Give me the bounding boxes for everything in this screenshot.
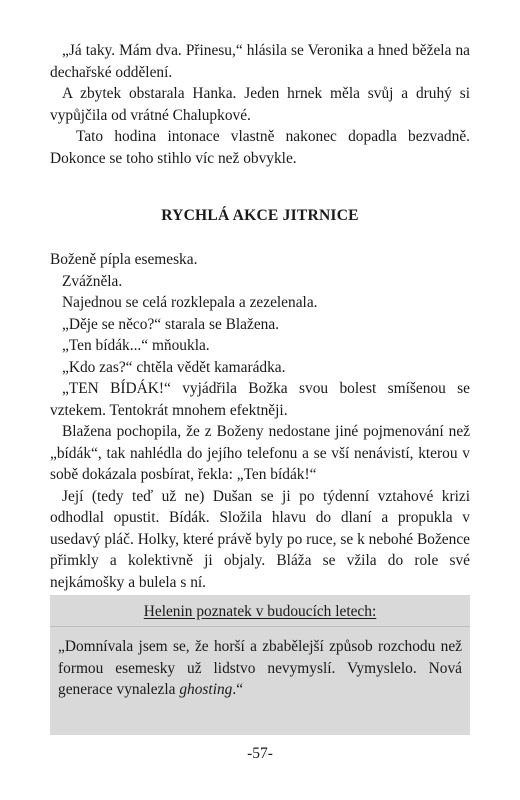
intro-section [50,40,470,169]
paragraph: Tato hodina intonace vlastně nakonec dopadla bezvadně. Dokonce se toho stihlo víc než obvykle. [50,128,470,167]
paragraph: „Já taky. Mám dva. Přinesu,“ hlásila se Veronika a hned běžela na dechařské oddělení. [50,42,470,81]
chapter-title: RYCHLÁ AKCE JITRNICE [161,207,359,224]
paragraph: „TEN BÍDÁK!“ vyjádřila Božka svou bolest smíšenou se vztekem. Tentokrát mnohem efektněji. [50,380,470,419]
note-box [50,595,470,735]
chapter-heading-wrap [50,207,470,225]
paragraph: Její (tedy teď už ne) Dušan se ji po týdenní vztahové krizi odhodlal opustit. Bídák. Složila hlavu do dlaní a propukla v usedavý pláč. Holky, které právě byly po ruce, se k nebohé Božence přimkly a kolektivně ji objaly. Bláža se vžila do role své nejkámošky a bulela s ní. [50,487,470,591]
note-text [58,636,462,701]
note-text-start: „Domnívala jsem se, že horší a zbabělejší způsob rozchodu než formou esemesky už lidstvo nevymyslí. Vymyslelo. Nová generace vynalezla [58,638,462,698]
paragraph: Zvážněla. [62,272,123,290]
note-text-emphasis: ghosting [179,681,233,698]
paragraph: Boženě pípla esemeska. [50,251,198,268]
note-text-end: .“ [232,681,244,698]
paragraph: A zbytek obstarala Hanka. Jeden hrnek měla svůj a druhý si vypůjčila od vrátné Chalupkové. [50,85,470,124]
paragraph: „Kdo zas?“ chtěla vědět kamarádka. [62,358,286,376]
page-number: -57- [247,745,273,762]
story-section [50,249,470,593]
paragraph: „Ten bídák...“ mňoukla. [62,337,210,354]
note-divider [50,626,470,627]
paragraph: „Děje se něco?“ starala se Blažena. [62,315,280,333]
paragraph: Najednou se celá rozklepala a zezelenala. [62,294,318,311]
paragraph: Blažena pochopila, že z Boženy nedostane jiné pojmenování než „bídák“, tak nahlédla do jejího telefonu a se vší nenávistí, kterou v sobě dokázala posbírat, řekla: „Ten bídák!“ [50,423,470,483]
note-title: Helenin poznatek v budoucích letech: [143,603,377,620]
